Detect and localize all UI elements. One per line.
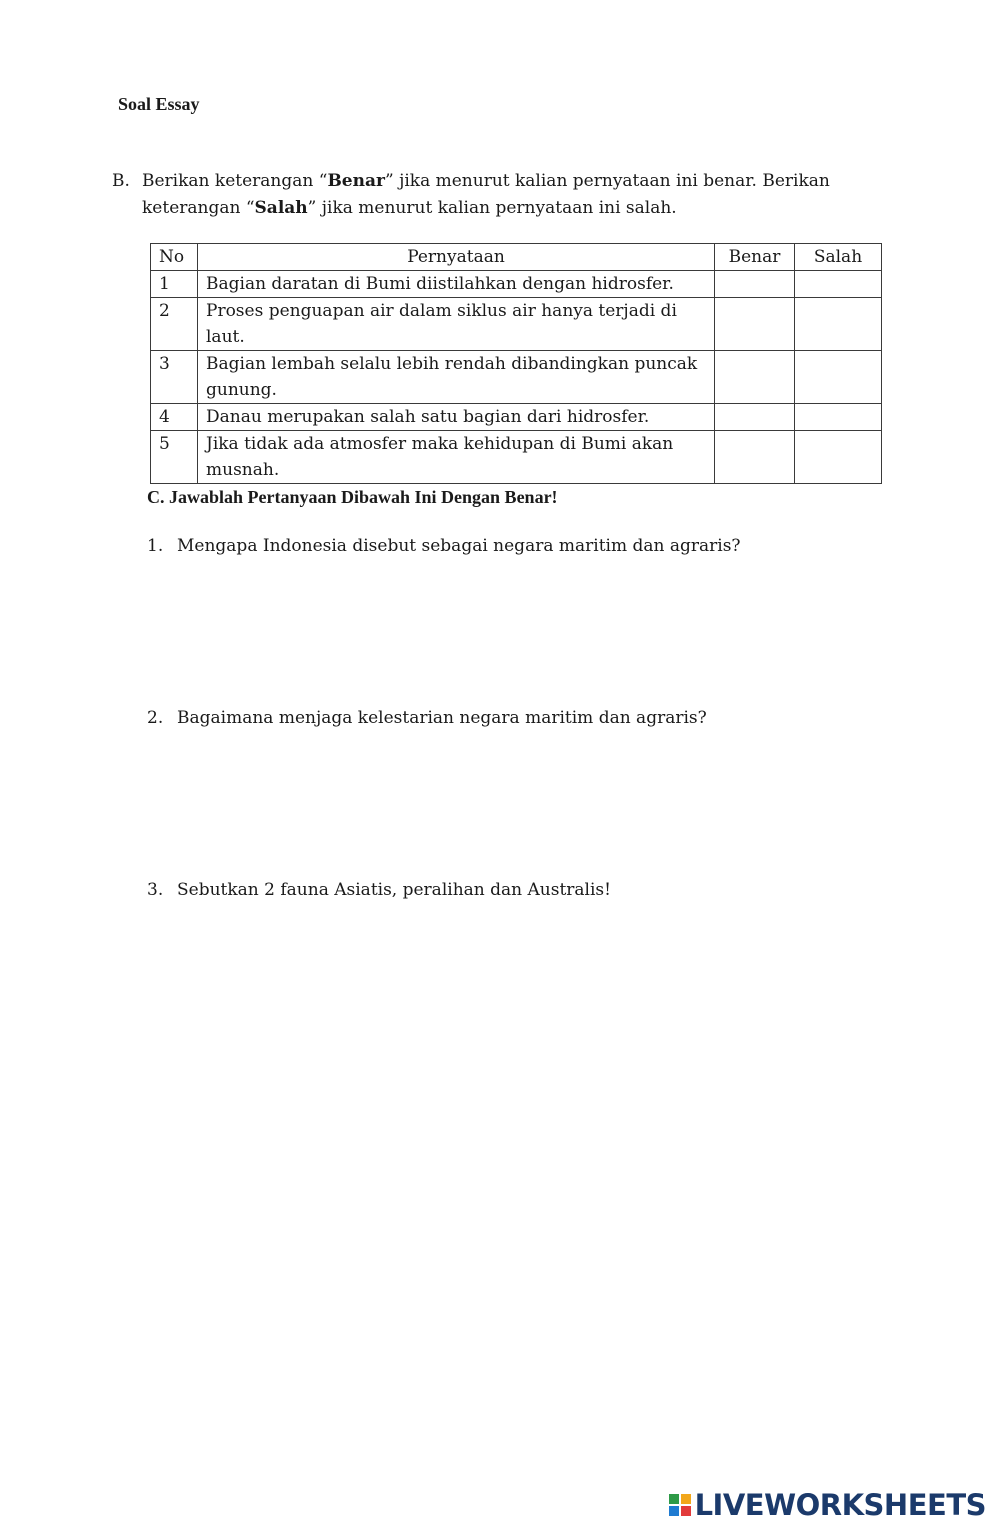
question-item	[147, 536, 741, 556]
question-number: 3.	[147, 880, 164, 900]
section-c-heading: C. Jawablah Pertanyaan Dibawah Ini Dengan Benar!	[147, 487, 558, 507]
question-item	[147, 708, 707, 728]
row-no: 2	[151, 298, 198, 351]
liveworksheets-logo	[669, 1488, 986, 1522]
instruction-part: ” jika menurut kalian pernyataan ini benar. Berikan keterangan “	[142, 171, 830, 218]
row-statement: Bagian daratan di Bumi diistilahkan dengan hidrosfer.	[198, 271, 715, 298]
logo-square	[681, 1494, 691, 1504]
header-salah: Salah	[795, 244, 882, 271]
row-statement: Jika tidak ada atmosfer maka kehidupan di Bumi akan musnah.	[198, 431, 715, 484]
question-text: Sebutkan 2 fauna Asiatis, peralihan dan Australis!	[177, 880, 611, 900]
row-no: 1	[151, 271, 198, 298]
section-b-instruction	[142, 168, 872, 222]
header-no: No	[151, 244, 198, 271]
logo-square	[681, 1506, 691, 1516]
row-statement: Bagian lembah selalu lebih rendah dibandingkan puncak gunung.	[198, 351, 715, 404]
benar-cell[interactable]	[715, 404, 795, 431]
table-row	[151, 404, 882, 431]
row-statement: Danau merupakan salah satu bagian dari hidrosfer.	[198, 404, 715, 431]
instruction-benar: Benar	[327, 171, 385, 191]
row-no: 4	[151, 404, 198, 431]
row-no: 5	[151, 431, 198, 484]
salah-cell[interactable]	[795, 351, 882, 404]
instruction-part: Berikan keterangan “	[142, 171, 328, 191]
salah-cell[interactable]	[795, 271, 882, 298]
salah-cell[interactable]	[795, 298, 882, 351]
salah-cell[interactable]	[795, 404, 882, 431]
section-b-label: B.	[112, 171, 130, 191]
instruction-part: ” jika menurut kalian pernyataan ini salah.	[307, 198, 677, 218]
row-statement: Proses penguapan air dalam siklus air hanya terjadi di laut.	[198, 298, 715, 351]
table-row	[151, 271, 882, 298]
table-header-row	[151, 244, 882, 271]
question-number: 1.	[147, 536, 164, 556]
benar-cell[interactable]	[715, 431, 795, 484]
logo-text: LIVEWORKSHEETS	[694, 1488, 986, 1522]
question-text: Mengapa Indonesia disebut sebagai negara maritim dan agraris?	[177, 536, 741, 556]
page-title: Soal Essay	[118, 94, 200, 114]
row-no: 3	[151, 351, 198, 404]
salah-cell[interactable]	[795, 431, 882, 484]
header-benar: Benar	[715, 244, 795, 271]
table-row	[151, 298, 882, 351]
instruction-salah: Salah	[254, 198, 308, 218]
benar-cell[interactable]	[715, 351, 795, 404]
true-false-table	[150, 243, 882, 484]
benar-cell[interactable]	[715, 271, 795, 298]
benar-cell[interactable]	[715, 298, 795, 351]
section-b	[112, 168, 872, 222]
logo-square	[669, 1506, 679, 1516]
table-row	[151, 351, 882, 404]
question-number: 2.	[147, 708, 164, 728]
header-pernyataan: Pernyataan	[198, 244, 715, 271]
logo-square	[669, 1494, 679, 1504]
logo-grid-icon	[669, 1494, 691, 1516]
question-item	[147, 880, 611, 900]
question-text: Bagaimana menjaga kelestarian negara maritim dan agraris?	[177, 708, 707, 728]
table-row	[151, 431, 882, 484]
